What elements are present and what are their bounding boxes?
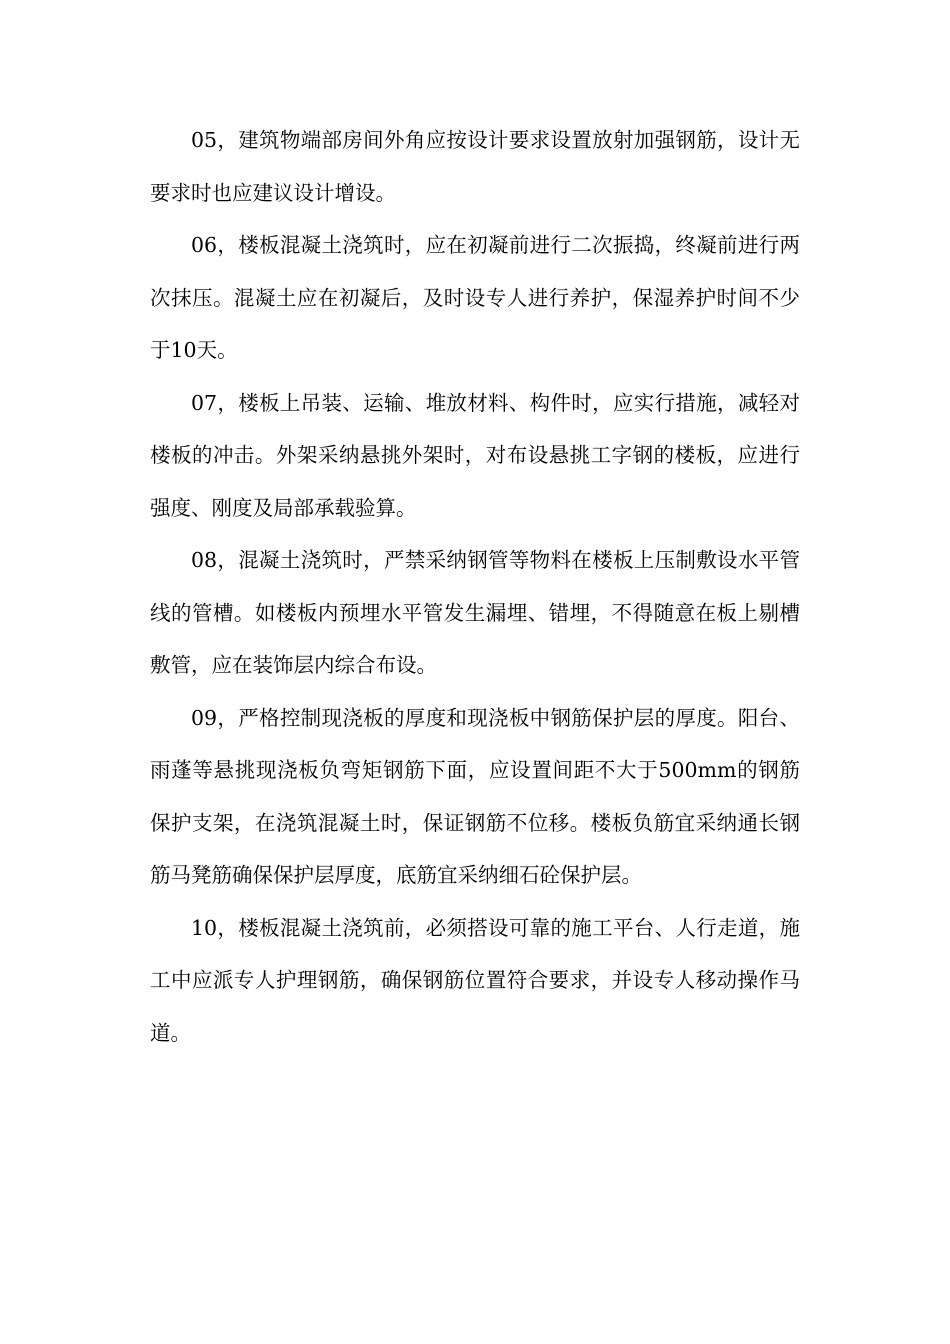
paragraph-07: 07，楼板上吊装、运输、堆放材料、构件时，应实行措施，减轻对楼板的冲击。外架采纳悬挑外架时，对布设悬挑工字钢的楼板，应进行强度、刚度及局部承载验算。: [150, 390, 800, 520]
paragraph-06: 06，楼板混凝土浇筑时，应在初凝前进行二次振捣，终凝前进行两次抹压。混凝土应在初凝后，及时设专人进行养护，保湿养护时间不少于10天。: [150, 233, 800, 362]
paragraph-10: 10，楼板混凝土浇筑前，必须搭设可靠的施工平台、人行走道，施工中应派专人护理钢筋，确保钢筋位置符合要求，并设专人移动操作马道。: [150, 915, 800, 1045]
paragraph-08: 08，混凝土浇筑时，严禁采纳钢管等物料在楼板上压制敷设水平管线的管槽。如楼板内预埋水平管发生漏埋、错埋，不得随意在板上剔槽敷管，应在装饰层内综合布设。: [150, 548, 800, 677]
document-body: [150, 114, 800, 1059]
paragraph-09: 09，严格控制现浇板的厚度和现浇板中钢筋保护层的厚度。阳台、雨蓬等悬挑现浇板负弯矩钢筋下面，应设置间距不大于500mm的钢筋保护支架，在浇筑混凝土时，保证钢筋不位移。楼板负筋宜采纳通长钢筋马凳筋确保保护层厚度，底筋宜采纳细石砼保护层。: [150, 705, 800, 887]
paragraph-05: 05，建筑物端部房间外角应按设计要求设置放射加强钢筋，设计无要求时也应建议设计增设。: [150, 128, 800, 205]
